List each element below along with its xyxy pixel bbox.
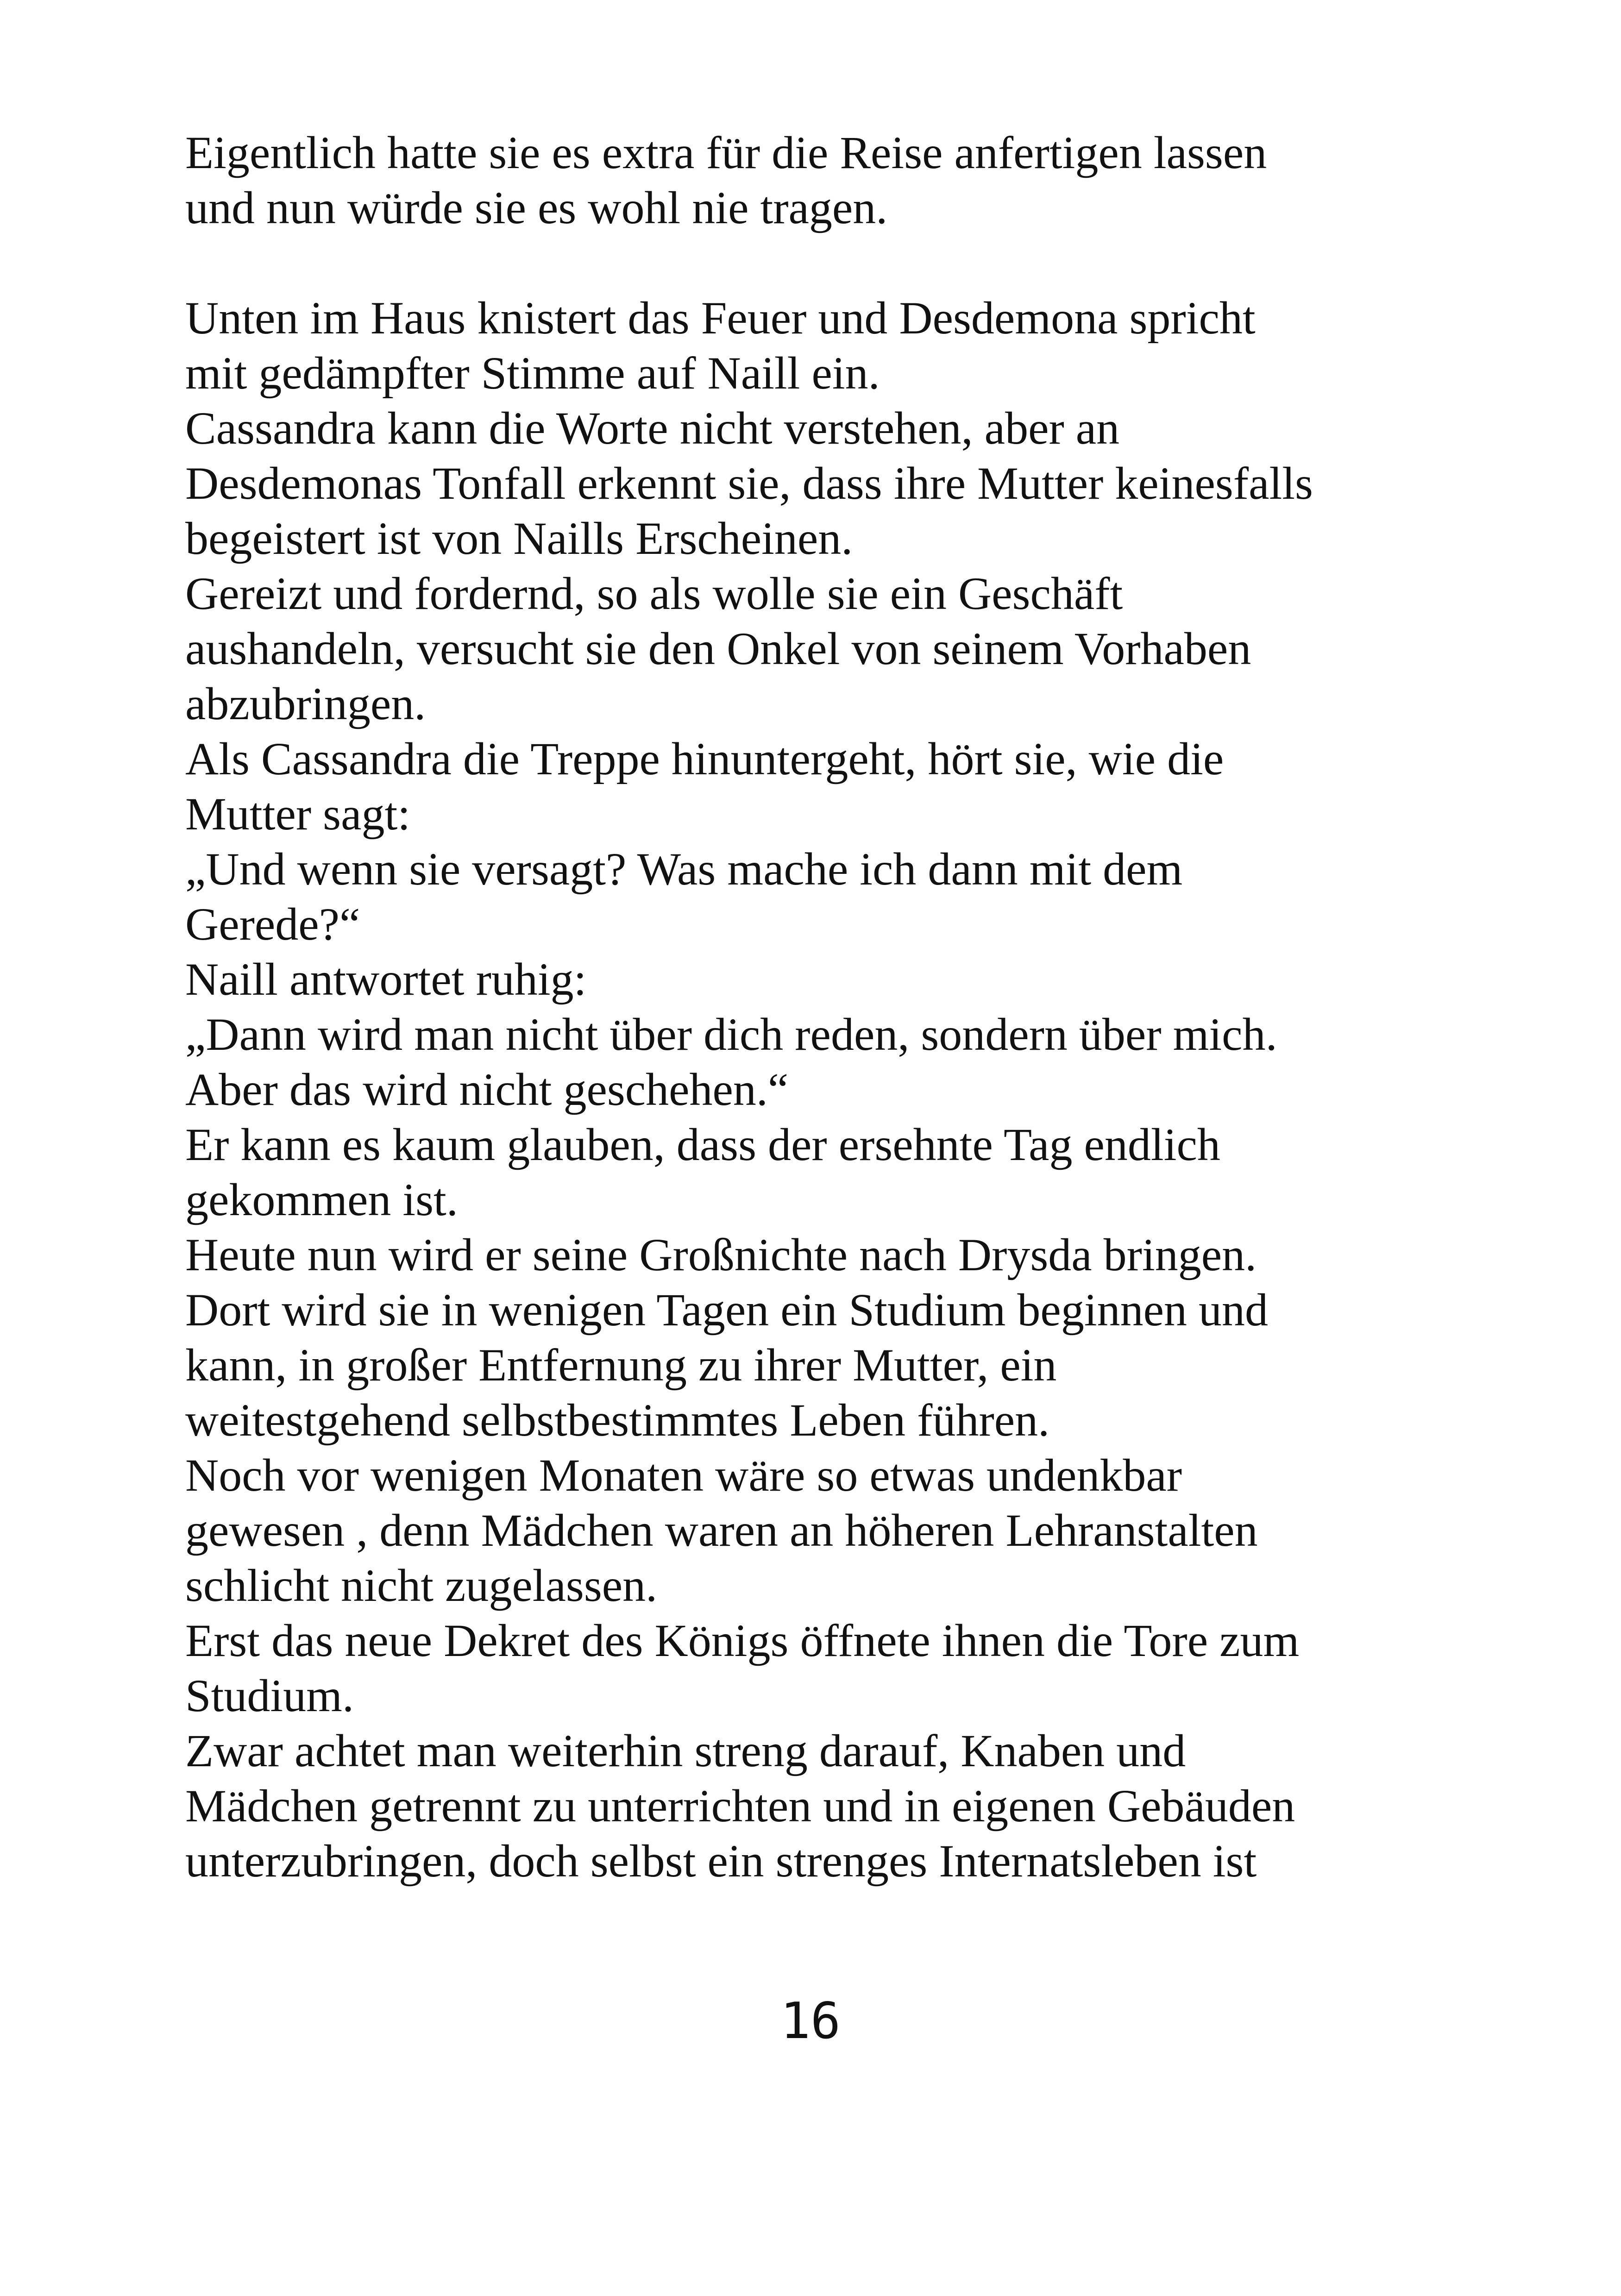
text-line: Studium. <box>185 1670 354 1721</box>
text-line: Cassandra kann die Worte nicht verstehen, aber an <box>185 402 1120 454</box>
text-line: gewesen , denn Mädchen waren an höheren Lehranstalten <box>185 1505 1258 1556</box>
text-line: Als Cassandra die Treppe hinuntergeht, hört sie, wie die <box>185 733 1224 784</box>
text-line: und nun würde sie es wohl nie tragen. <box>185 182 888 233</box>
text-line: mit gedämpfter Stimme auf Naill ein. <box>185 347 880 399</box>
text-line: schlicht nicht zugelassen. <box>185 1560 658 1611</box>
text-line: Noch vor wenigen Monaten wäre so etwas undenkbar <box>185 1449 1182 1501</box>
text-line: Gereizt und fordernd, so als wolle sie ein Geschäft <box>185 568 1123 619</box>
text-line: Unten im Haus knistert das Feuer und Desdemona spricht <box>185 292 1256 344</box>
paragraph-gap <box>185 235 1482 290</box>
text-line: Naill antwortet ruhig: <box>185 954 587 1005</box>
text-line: Erst das neue Dekret des Königs öffnete ihnen die Tore zum <box>185 1615 1300 1666</box>
text-line: „Und wenn sie versagt? Was mache ich dann mit dem <box>185 843 1183 895</box>
text-line: gekommen ist. <box>185 1174 458 1225</box>
text-line: Er kann es kaum glauben, dass der ersehnte Tag endlich <box>185 1119 1220 1170</box>
text-line: Zwar achtet man weiterhin streng darauf, Knaben und <box>185 1725 1186 1776</box>
text-line: Dort wird sie in wenigen Tagen ein Studium beginnen und <box>185 1284 1268 1336</box>
text-line: Desdemonas Tonfall erkennt sie, dass ihre Mutter keinesfalls <box>185 458 1313 509</box>
text-line: aushandeln, versucht sie den Onkel von seinem Vorhaben <box>185 623 1251 674</box>
text-line: Heute nun wird er seine Großnichte nach Drysda bringen. <box>185 1229 1257 1280</box>
text-line: Gerede?“ <box>185 898 360 950</box>
text-line: „Dann wird man nicht über dich reden, sondern über mich. <box>185 1009 1277 1060</box>
text-line: Mädchen getrennt zu unterrichten und in eigenen Gebäuden <box>185 1780 1295 1832</box>
text-line: begeistert ist von Naills Erscheinen. <box>185 513 853 564</box>
text-line: Aber das wird nicht geschehen.“ <box>185 1064 789 1115</box>
page-number: 16 <box>780 1992 841 2050</box>
text-line: kann, in großer Entfernung zu ihrer Mutter, ein <box>185 1339 1057 1391</box>
text-line: unterzubringen, doch selbst ein strenges Internatsleben ist <box>185 1835 1257 1887</box>
text-line: Eigentlich hatte sie es extra für die Reise anfertigen lassen <box>185 127 1267 178</box>
text-line: weitestgehend selbstbestimmtes Leben führen. <box>185 1394 1050 1446</box>
body-text <box>185 125 1482 1888</box>
text-line: abzubringen. <box>185 678 426 729</box>
text-line: Mutter sagt: <box>185 788 411 840</box>
